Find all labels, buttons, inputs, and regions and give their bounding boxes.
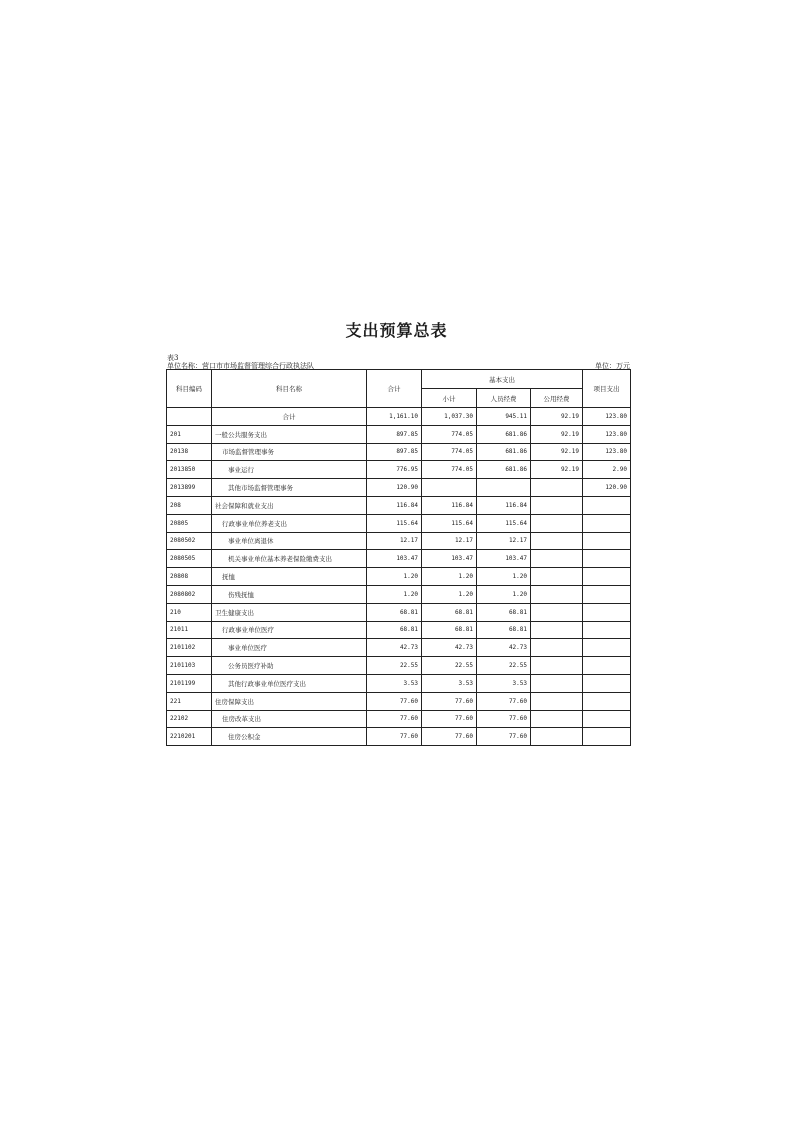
row-subtotal: 68.81: [422, 621, 477, 639]
row-public: 92.19: [531, 425, 583, 443]
row-public: [531, 550, 583, 568]
row-code: 210: [167, 603, 212, 621]
row-public: 92.19: [531, 461, 583, 479]
row-subtotal: 3.53: [422, 674, 477, 692]
row-total: 77.60: [367, 692, 422, 710]
unit-measure: 单位：万元: [595, 362, 630, 370]
header-project: 项目支出: [583, 370, 631, 408]
row-name: 抚恤: [212, 568, 367, 586]
row-code: 208: [167, 496, 212, 514]
row-total: 1.20: [367, 585, 422, 603]
row-public: 92.19: [531, 408, 583, 426]
row-project: [583, 514, 631, 532]
table-row: [167, 657, 631, 675]
row-subtotal: 1,037.30: [422, 408, 477, 426]
row-subtotal: 115.64: [422, 514, 477, 532]
row-public: [531, 568, 583, 586]
header-total: 合计: [367, 370, 422, 408]
row-personnel: 681.86: [477, 425, 531, 443]
row-public: [531, 479, 583, 497]
row-personnel: 1.20: [477, 585, 531, 603]
row-code: 2080505: [167, 550, 212, 568]
table-row: [167, 585, 631, 603]
table-row: [167, 568, 631, 586]
row-project: [583, 603, 631, 621]
row-public: [531, 674, 583, 692]
table-body: [167, 408, 631, 746]
row-subtotal: 116.84: [422, 496, 477, 514]
row-project: 123.80: [583, 408, 631, 426]
row-personnel: 42.73: [477, 639, 531, 657]
row-subtotal: [422, 479, 477, 497]
row-total: 103.47: [367, 550, 422, 568]
row-personnel: 77.60: [477, 710, 531, 728]
budget-table: [166, 369, 631, 746]
row-personnel: 945.11: [477, 408, 531, 426]
row-name: 伤残抚恤: [212, 585, 367, 603]
row-total: 776.95: [367, 461, 422, 479]
row-subtotal: 77.60: [422, 728, 477, 746]
row-public: [531, 621, 583, 639]
row-subtotal: 68.81: [422, 603, 477, 621]
row-project: [583, 621, 631, 639]
row-subtotal: 1.20: [422, 585, 477, 603]
row-total: 68.81: [367, 621, 422, 639]
row-code: 2080802: [167, 585, 212, 603]
row-personnel: 681.86: [477, 461, 531, 479]
row-total: 77.60: [367, 728, 422, 746]
table-row: [167, 639, 631, 657]
header-public: 公用经费: [531, 389, 583, 408]
row-subtotal: 42.73: [422, 639, 477, 657]
row-personnel: 1.20: [477, 568, 531, 586]
table-row: [167, 603, 631, 621]
row-name: 住房改革支出: [212, 710, 367, 728]
row-public: [531, 603, 583, 621]
row-subtotal: 77.60: [422, 710, 477, 728]
row-public: 92.19: [531, 443, 583, 461]
row-public: [531, 585, 583, 603]
header-code: 科目编码: [167, 370, 212, 408]
row-code: 2101199: [167, 674, 212, 692]
row-public: [531, 728, 583, 746]
row-subtotal: 774.05: [422, 425, 477, 443]
row-name: 行政事业单位医疗: [212, 621, 367, 639]
row-project: 123.80: [583, 443, 631, 461]
row-code: 21011: [167, 621, 212, 639]
row-subtotal: 774.05: [422, 461, 477, 479]
row-public: [531, 692, 583, 710]
row-name: 其他行政事业单位医疗支出: [212, 674, 367, 692]
table-row: [167, 514, 631, 532]
row-code: 2080502: [167, 532, 212, 550]
row-name: 卫生健康支出: [212, 603, 367, 621]
row-total: 42.73: [367, 639, 422, 657]
table-row: [167, 710, 631, 728]
row-code: 2013899: [167, 479, 212, 497]
row-public: [531, 532, 583, 550]
row-project: 120.90: [583, 479, 631, 497]
header-personnel: 人员经费: [477, 389, 531, 408]
header-subtotal: 小计: [422, 389, 477, 408]
table-row: [167, 728, 631, 746]
row-total: 22.55: [367, 657, 422, 675]
row-total: 3.53: [367, 674, 422, 692]
row-total: 116.84: [367, 496, 422, 514]
row-personnel: 12.17: [477, 532, 531, 550]
row-project: [583, 674, 631, 692]
row-total: 77.60: [367, 710, 422, 728]
row-name: 一般公共服务支出: [212, 425, 367, 443]
row-project: [583, 728, 631, 746]
table-row: [167, 692, 631, 710]
row-total: 897.85: [367, 443, 422, 461]
row-name: 事业单位医疗: [212, 639, 367, 657]
row-subtotal: 103.47: [422, 550, 477, 568]
row-project: [583, 639, 631, 657]
row-public: [531, 657, 583, 675]
row-total: 12.17: [367, 532, 422, 550]
row-project: [583, 568, 631, 586]
row-personnel: 3.53: [477, 674, 531, 692]
row-name: 市场监督管理事务: [212, 443, 367, 461]
row-total: 68.81: [367, 603, 422, 621]
row-code: 2013850: [167, 461, 212, 479]
table-number: 表3: [167, 354, 179, 362]
row-personnel: 115.64: [477, 514, 531, 532]
table-row: [167, 479, 631, 497]
row-personnel: 77.60: [477, 728, 531, 746]
row-total: 897.85: [367, 425, 422, 443]
row-project: 2.90: [583, 461, 631, 479]
row-name: 事业单位离退休: [212, 532, 367, 550]
row-total: 115.64: [367, 514, 422, 532]
row-code: 2101103: [167, 657, 212, 675]
row-personnel: 22.55: [477, 657, 531, 675]
row-personnel: 116.84: [477, 496, 531, 514]
row-personnel: 77.60: [477, 692, 531, 710]
row-code: 22102: [167, 710, 212, 728]
header-basic: 基本支出: [422, 370, 583, 389]
row-name: 其他市场监督管理事务: [212, 479, 367, 497]
row-code: 20138: [167, 443, 212, 461]
row-project: [583, 496, 631, 514]
row-public: [531, 639, 583, 657]
table-row: [167, 425, 631, 443]
row-subtotal: 1.20: [422, 568, 477, 586]
row-personnel: 681.86: [477, 443, 531, 461]
row-personnel: 68.81: [477, 603, 531, 621]
row-name: 社会保障和就业支出: [212, 496, 367, 514]
page-title: 支出预算总表: [345, 321, 448, 340]
row-project: [583, 550, 631, 568]
row-project: [583, 532, 631, 550]
table-row: [167, 443, 631, 461]
row-name: 行政事业单位养老支出: [212, 514, 367, 532]
row-project: [583, 657, 631, 675]
row-name: 住房公积金: [212, 728, 367, 746]
table-row: [167, 461, 631, 479]
row-total: 120.90: [367, 479, 422, 497]
row-public: [531, 710, 583, 728]
row-project: [583, 585, 631, 603]
row-project: 123.80: [583, 425, 631, 443]
row-name: 公务员医疗补助: [212, 657, 367, 675]
row-total: 1.20: [367, 568, 422, 586]
row-personnel: [477, 479, 531, 497]
table-row: [167, 408, 631, 426]
row-total: 1,161.10: [367, 408, 422, 426]
row-code: 20808: [167, 568, 212, 586]
row-code: 2210201: [167, 728, 212, 746]
header-name: 科目名称: [212, 370, 367, 408]
row-project: [583, 692, 631, 710]
row-personnel: 68.81: [477, 621, 531, 639]
table-row: [167, 621, 631, 639]
row-name: 合计: [212, 408, 367, 426]
row-project: [583, 710, 631, 728]
row-subtotal: 77.60: [422, 692, 477, 710]
unit-name: 单位名称：营口市市场监督管理综合行政执法队: [167, 362, 314, 370]
row-code: 2101102: [167, 639, 212, 657]
row-code: 221: [167, 692, 212, 710]
row-code: 20805: [167, 514, 212, 532]
row-name: 机关事业单位基本养老保险缴费支出: [212, 550, 367, 568]
table-row: [167, 532, 631, 550]
row-name: 住房保障支出: [212, 692, 367, 710]
row-public: [531, 496, 583, 514]
table-row: [167, 674, 631, 692]
row-name: 事业运行: [212, 461, 367, 479]
row-subtotal: 774.05: [422, 443, 477, 461]
row-personnel: 103.47: [477, 550, 531, 568]
row-code: [167, 408, 212, 426]
row-code: 201: [167, 425, 212, 443]
row-subtotal: 12.17: [422, 532, 477, 550]
row-subtotal: 22.55: [422, 657, 477, 675]
table-row: [167, 550, 631, 568]
row-public: [531, 514, 583, 532]
table-row: [167, 496, 631, 514]
